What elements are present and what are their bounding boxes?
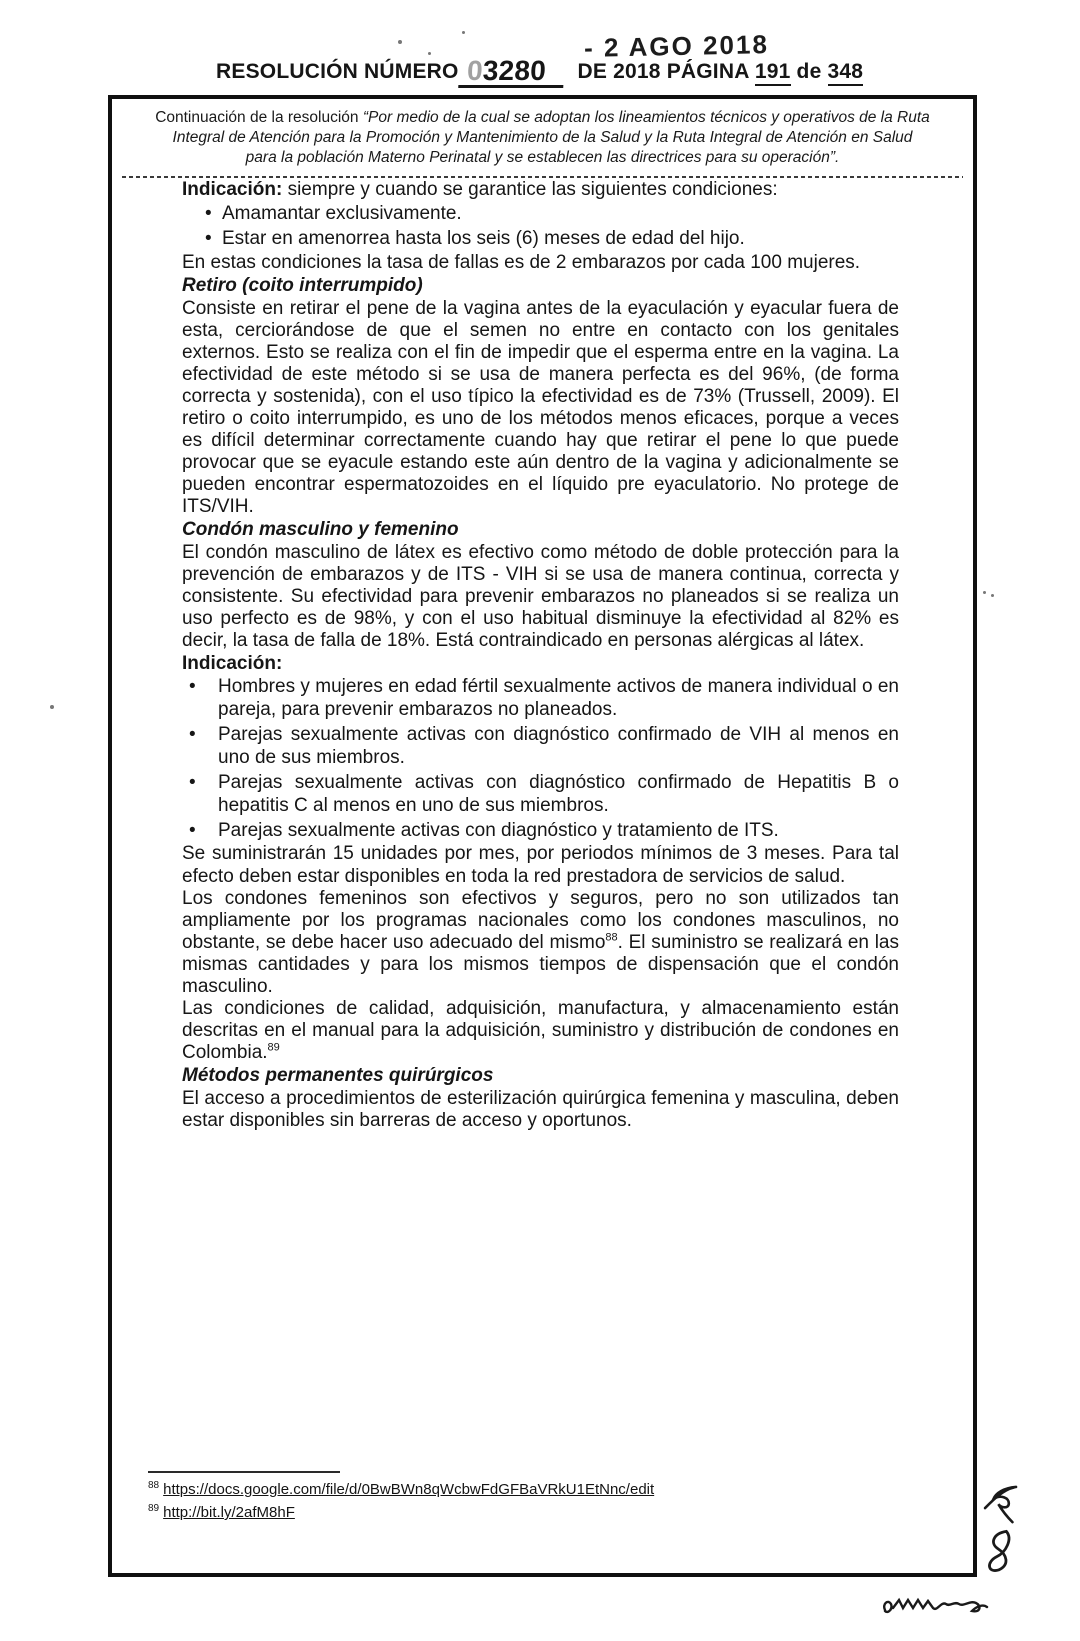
list-item-text: Amamantar exclusivamente. [222,203,462,224]
resolution-title-middle: DE 2018 PÁGINA [577,60,749,83]
resolution-title-prefix: RESOLUCIÓN NÚMERO [216,60,459,83]
list-item [182,771,899,817]
document-body [112,178,973,1132]
female-condom-text-1: Los condones femeninos son efectivos y seguros, pero no son utilizados tan ampliamente por los programas nacionales como los condones masculinos, no obstante, se debe hacer uso adecuado del mismo [182,888,899,953]
ink-speck [398,40,402,44]
female-condom-paragraph [182,888,899,998]
indication-1-paragraph [182,178,899,201]
quality-conditions-paragraph [182,998,899,1064]
list-item [182,675,899,721]
list-item [182,723,899,769]
footnote-88-link[interactable]: https://docs.google.com/file/d/0BwBWn8qWcbwFdGFBaVRkU1EtNnc/edit [163,1481,655,1498]
signature-scribble [880,1588,990,1618]
ink-speck [983,591,986,594]
footnote-89 [148,1501,654,1524]
quality-conditions-text: Las condiciones de calidad, adquisición, manufactura, y almacenamiento están descritas en el manual para la adquisición, suministro y distribución de condones en Colombia. [182,998,899,1063]
footnote-separator [148,1471,340,1473]
supply-paragraph: Se suministrarán 15 unidades por mes, por periodos mínimos de 3 meses. Para tal efecto deben estar disponibles en toda la red prestadora de servicios de salud. [182,843,899,887]
continuation-note [155,108,930,168]
footnote-89-link[interactable]: http://bit.ly/2afM8hF [163,1504,295,1521]
permanent-methods-heading: Métodos permanentes quirúrgicos [182,1065,494,1086]
list-item-text: Parejas sexualmente activas con diagnóstico y tratamiento de ITS. [218,820,779,841]
resolution-number-stamp: 03280 [458,58,564,88]
page-number-total: 348 [828,60,864,86]
ink-speck [50,705,54,709]
footnotes [148,1471,654,1524]
page-header [0,0,1080,95]
failure-rate-paragraph: En estas condiciones la tasa de fallas es de 2 embarazos por cada 100 mujeres. [182,252,861,273]
continuation-quote: “Por medio de la cual se adoptan los lineamientos técnicos y operativos de la Ruta Integral de Atención para la Promoción y Mantenimiento de la Salud y la Ruta Integral de Atención en Salud para la población Materno Perinatal y se establecen las directrices para su operación”. [172,109,930,166]
footnote-88-number: 88 [148,1480,160,1491]
date-stamp: - 2 AGO 2018 [583,29,770,63]
page-number-connector: de [796,60,822,83]
indication-1-text: siempre y cuando se garantice las siguientes condiciones: [282,179,778,200]
condom-paragraph: El condón masculino de látex es efectivo como método de doble protección para la prevención de embarazos y de ITS - VIH si se usa de manera continua, correcta y consistente. Su efectividad para prevenir embarazos no planeados si se realiza un uso perfecto es de 98%, y con el uso habitual disminuye la efectividad al 82% es decir, la tasa de falla de 18%. Está contraindicado en personas alérgicas al látex. [182,542,899,651]
list-item [182,819,899,842]
footnote-ref-88: 88 [605,931,618,944]
list-item-text: Parejas sexualmente activas con diagnóstico confirmado de Hepatitis B o hepatitis C al menos en uno de sus miembros. [218,772,899,816]
withdrawal-paragraph: Consiste en retirar el pene de la vagina antes de la eyaculación y eyacular fuera de esta, cerciorándose de que el semen no entre en contacto con los genitales externos. Esto se realiza con el fin de impedir que el esperma entre en la vagina. La efectividad de este método si se usa de manera perfecta es del 96%, (de forma correcta y sostenida), con el uso típico la efectividad es de 73% (Trussell, 2009). El retiro o coito interrumpido, es uno de los métodos menos eficaces, porque a veces es difícil determinar correctamente cuando hay que retirar el pene lo que puede provocar que se eyacule estando este aún dentro de la vagina y adicionalmente se pueden encontrar espermatozoides en el líquido pre eyaculatorio. No protege de ITS/VIH. [182,298,899,517]
indication-1-label: Indicación: [182,179,283,200]
list-item [182,226,899,251]
list-item-text: Estar en amenorrea hasta los seis (6) meses de edad del hijo. [222,228,745,249]
indication-2-label: Indicación: [182,653,283,674]
female-condom-text-2: . El suministro se realizará en las mismas cantidades y para los mismos tiempos de dispensación que el condón masculino. [182,932,899,997]
content-frame [108,95,977,1577]
condom-heading: Condón masculino y femenino [182,519,459,540]
indication-1-list [182,201,899,251]
continuation-intro: Continuación de la resolución [155,109,363,126]
handwritten-number-8 [983,1526,1016,1576]
footnote-89-number: 89 [148,1503,160,1514]
indication-2-list [182,675,899,842]
list-item-text: Parejas sexualmente activas con diagnóstico confirmado de VIH al menos en uno de sus miembros. [218,724,899,768]
ink-speck [428,52,431,55]
handwritten-initial-r [977,1476,1026,1528]
resolution-title-line [216,56,863,86]
indication-2-paragraph [182,652,899,675]
list-item [182,201,899,226]
footnote-ref-89: 89 [267,1041,280,1054]
ink-speck [462,31,465,34]
withdrawal-heading: Retiro (coito interrumpido) [182,275,423,296]
page-number-current: 191 [755,60,791,86]
permanent-methods-paragraph: El acceso a procedimientos de esterilización quirúrgica femenina y masculina, deben estar disponibles sin barreras de acceso y oportunos. [182,1088,899,1131]
footnote-88 [148,1478,654,1501]
list-item-text: Hombres y mujeres en edad fértil sexualmente activos de manera individual o en pareja, para prevenir embarazos no planeados. [218,676,899,720]
ink-speck [991,594,994,597]
